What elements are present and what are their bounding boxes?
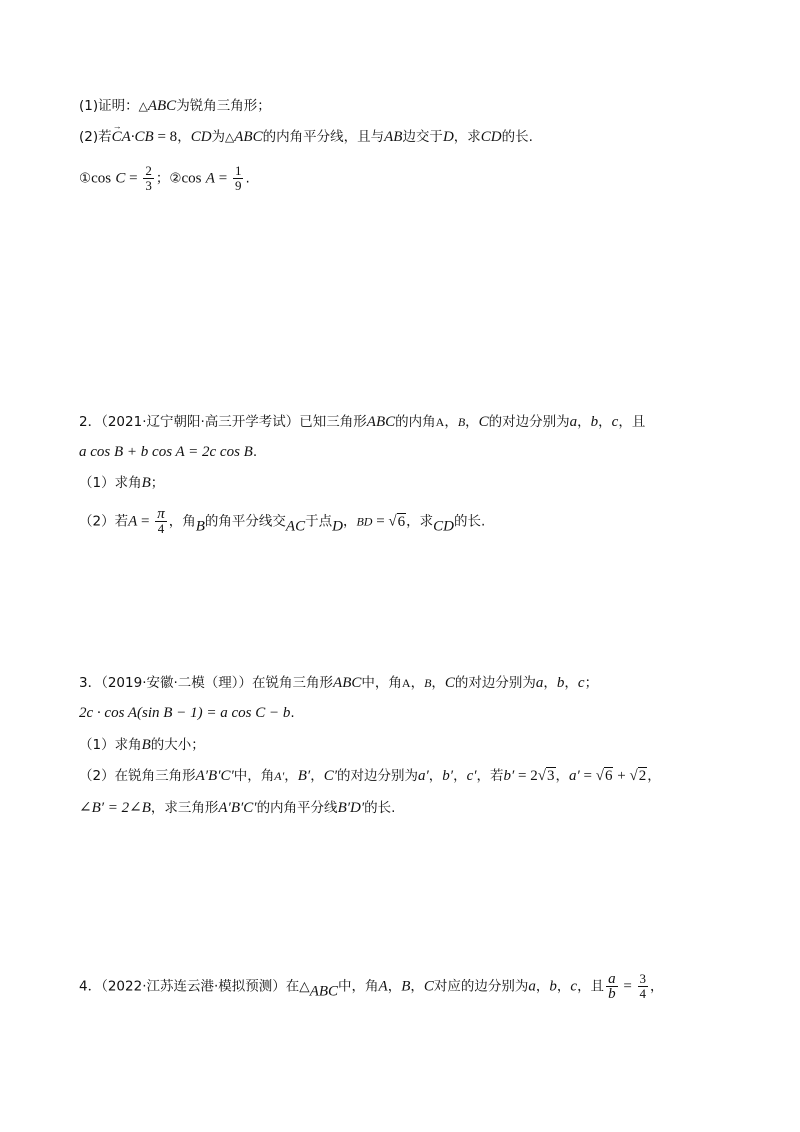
var-c-lower: c: [570, 978, 578, 995]
plus: +: [613, 768, 630, 784]
p3-text: ；: [584, 675, 599, 691]
question-label: （1）求角: [79, 475, 142, 491]
p1-conditions-line: [79, 164, 250, 193]
var-b: B: [195, 518, 205, 535]
p3-text: 中，角: [233, 768, 275, 784]
sep: ，: [543, 675, 557, 691]
sqrt-six: √6: [595, 768, 613, 784]
p1-part2-line: [79, 127, 533, 147]
frac-num: 2: [145, 163, 152, 178]
problem-number: 2．: [79, 414, 102, 430]
p2-equation-line: [79, 442, 257, 462]
var-b: B: [424, 676, 432, 690]
fraction-three-quarters: [638, 972, 649, 1001]
p3-text: 中，角: [361, 675, 402, 691]
var-a-lower-prime: a′: [569, 768, 580, 784]
frac-num: a: [608, 971, 616, 987]
var-c: C: [444, 675, 455, 691]
circle-one-mark: ①: [79, 170, 92, 187]
cos-label: cos: [181, 170, 202, 187]
p3-text: ，若: [476, 768, 504, 784]
p3-text: 的大小；: [150, 737, 205, 753]
p1-abc: ABC: [234, 129, 263, 145]
triangle-symbol: △: [225, 130, 235, 144]
fraction-one-ninth: [233, 164, 244, 193]
fraction-two-thirds: [143, 164, 154, 193]
p1-text: 为: [211, 129, 226, 145]
period: .: [290, 705, 295, 721]
p3-text: 的对边分别为: [454, 675, 536, 691]
sep: ，: [647, 768, 661, 784]
frac-den: 4: [639, 986, 647, 1001]
segment-ac: AC: [285, 518, 306, 535]
sep: ，: [444, 414, 458, 430]
p2-question2-line: [79, 507, 485, 537]
equals: =: [137, 513, 154, 530]
var-b-lower-prime: b′: [503, 768, 515, 784]
p1-cd: CD: [190, 129, 212, 145]
segment-cd: CD: [433, 518, 454, 535]
frac-den: 9: [234, 178, 242, 193]
var-a: A: [435, 415, 445, 429]
p1-part1-tail: 为锐角三角形；: [176, 98, 271, 114]
p3-header-line: [79, 673, 598, 693]
sep: ，: [410, 675, 425, 691]
p3-text: 的内角平分线: [256, 800, 338, 816]
radicand: 6: [397, 513, 406, 530]
period: .: [252, 444, 258, 460]
var-b: B: [141, 475, 151, 491]
var-b-lower: b: [590, 414, 599, 430]
question-label: （1）求角: [79, 737, 142, 753]
var-c-prime: C′: [323, 768, 337, 784]
p3-equation-line: [79, 703, 295, 723]
p2-text: 已知三角形: [299, 414, 367, 430]
sep: ，: [310, 768, 324, 784]
p1-part1-line: [79, 96, 271, 116]
p2-text: 的对边分别为: [488, 414, 570, 430]
sep: ，: [556, 978, 571, 995]
var-b: B: [401, 978, 411, 995]
triangle-symbol: △: [138, 99, 148, 113]
p1-text: ，求: [453, 129, 481, 145]
p2-abc: ABC: [366, 414, 396, 430]
sep: ，: [465, 414, 479, 430]
p4-text: 在△: [285, 978, 310, 995]
radicand: 3: [547, 768, 555, 784]
sep: ，: [598, 414, 612, 430]
p2-header-line: [79, 412, 645, 432]
p3-question2-cont-line: [79, 798, 395, 818]
p4-header-line: [79, 972, 664, 1002]
problem-source: （2019·安徽·二模（理））: [101, 675, 253, 691]
var-c: C: [115, 170, 126, 187]
var-a-lower-prime: a′: [418, 768, 429, 784]
sep: ，: [564, 675, 578, 691]
sep: ，: [342, 513, 357, 530]
var-b: B: [457, 415, 466, 429]
angle-relation: ∠B′ = 2∠B: [79, 800, 151, 816]
sep: ，: [453, 768, 467, 784]
p3-text: 的对边分别为: [337, 768, 418, 784]
sep: ，: [577, 414, 591, 430]
p3-text: ，求三角形: [150, 800, 219, 816]
cos-label: cos: [91, 170, 112, 187]
var-b-lower: b: [556, 675, 565, 691]
equals: =: [214, 170, 231, 187]
p1-vector-expr: CA·CB →: [112, 127, 154, 147]
circle-two-mark: ；②: [155, 170, 182, 187]
sep: ，: [428, 768, 443, 784]
sep: ，: [555, 768, 569, 784]
p2-text: ；: [150, 475, 165, 491]
equals: =: [125, 170, 142, 187]
sep: ，: [535, 978, 550, 995]
frac-num: π: [157, 506, 165, 522]
equals: =: [619, 978, 636, 995]
radicand: 2: [638, 768, 647, 784]
problem-number: 4．: [79, 978, 102, 995]
fraction-a-over-b: [606, 972, 618, 1001]
p3-abc: ABC: [333, 675, 362, 691]
period: .: [245, 170, 250, 187]
p1-cd: CD: [480, 129, 502, 145]
segment-bd: BD: [356, 514, 373, 529]
p2-text: 的长.: [453, 513, 486, 530]
question-label: （2）若: [79, 513, 129, 530]
p1-text: 边交于: [402, 129, 443, 145]
p2-text: ，求: [406, 513, 434, 530]
var-b-lower-prime: b′: [442, 768, 454, 784]
var-a: A: [378, 978, 388, 995]
p1-part1-label: (1)证明：: [79, 98, 139, 114]
p4-text: 中，角: [338, 978, 379, 995]
p1-sep: ，: [177, 129, 191, 145]
p1-d: D: [442, 129, 454, 145]
equals: =: [579, 768, 596, 784]
triangle-prime: A′B′C′: [195, 768, 234, 784]
sep: ，: [431, 675, 445, 691]
frac-num: 3: [639, 971, 647, 986]
sqrt-three: √3: [537, 768, 555, 784]
sqrt-two: √2: [629, 768, 647, 784]
var-a: A: [401, 676, 411, 690]
var-b-prime: B′: [297, 768, 311, 784]
problem-source: （2021·辽宁朝阳·高三开学考试）: [101, 414, 300, 430]
sqrt-six: √6: [388, 513, 406, 530]
question-label: （2）在锐角三角形: [79, 768, 196, 784]
p4-text: ，且: [577, 978, 605, 995]
p3-question2-line: [79, 766, 661, 786]
var-a-lower: a: [535, 675, 544, 691]
sep: ，: [284, 768, 298, 784]
frac-den: 3: [145, 178, 152, 193]
triangle-prime: A′B′C′: [218, 800, 257, 816]
var-c: C: [423, 978, 434, 995]
var-a: A: [128, 513, 138, 530]
p2-text: ，且: [618, 414, 646, 430]
p4-abc: ABC: [309, 983, 339, 1000]
var-c-lower: c: [611, 414, 619, 430]
var-a-lower: a: [569, 414, 578, 430]
p2-text: 的角平分线交: [204, 513, 286, 530]
p3-question1-line: [79, 735, 205, 755]
radicand: 6: [604, 768, 613, 784]
p2-text: ，角: [168, 513, 196, 530]
var-a-lower: a: [528, 978, 536, 995]
var-c: C: [478, 414, 489, 430]
var-c-lower: c: [577, 675, 585, 691]
var-c-lower-prime: c′: [466, 768, 477, 784]
p1-part2-label: (2)若: [79, 129, 112, 145]
frac-den: b: [608, 986, 616, 1002]
fraction-pi-over-4: [155, 507, 167, 536]
equals: =: [372, 513, 389, 530]
frac-num: 1: [234, 163, 242, 178]
p2-text: 的内角: [395, 414, 436, 430]
segment-bd-prime: B′D′: [337, 800, 365, 816]
p1-ab: AB: [384, 129, 403, 145]
frac-den: 4: [157, 521, 165, 536]
sep: ，: [650, 978, 664, 995]
p2-question1-line: [79, 473, 164, 493]
problem-number: 3．: [79, 675, 102, 691]
p3-text: 在锐角三角形: [252, 675, 334, 691]
p2-equation: a cos B + b cos A = 2c cos B: [79, 444, 253, 460]
equals: = 2: [514, 768, 538, 784]
var-b-lower: b: [549, 978, 557, 995]
p1-text: 的内角平分线，且与: [262, 129, 385, 145]
p3-equation: 2c · cos A(sin B − 1) = a cos C − b: [79, 705, 291, 721]
p1-vector-eq: = 8: [153, 129, 178, 145]
p4-text: 对应的边分别为: [433, 978, 529, 995]
var-b: B: [141, 737, 151, 753]
var-a: A: [205, 170, 215, 187]
p2-text: 于点: [305, 513, 333, 530]
point-d: D: [332, 518, 343, 535]
p1-abc: ABC: [147, 98, 177, 114]
sep: ，: [387, 978, 402, 995]
sep: ，: [410, 978, 424, 995]
p1-text: 的长.: [501, 129, 533, 145]
problem-source: （2022·江苏连云港·模拟预测）: [101, 978, 286, 995]
p3-text: 的长.: [364, 800, 396, 816]
var-a-prime: A′: [274, 769, 285, 783]
